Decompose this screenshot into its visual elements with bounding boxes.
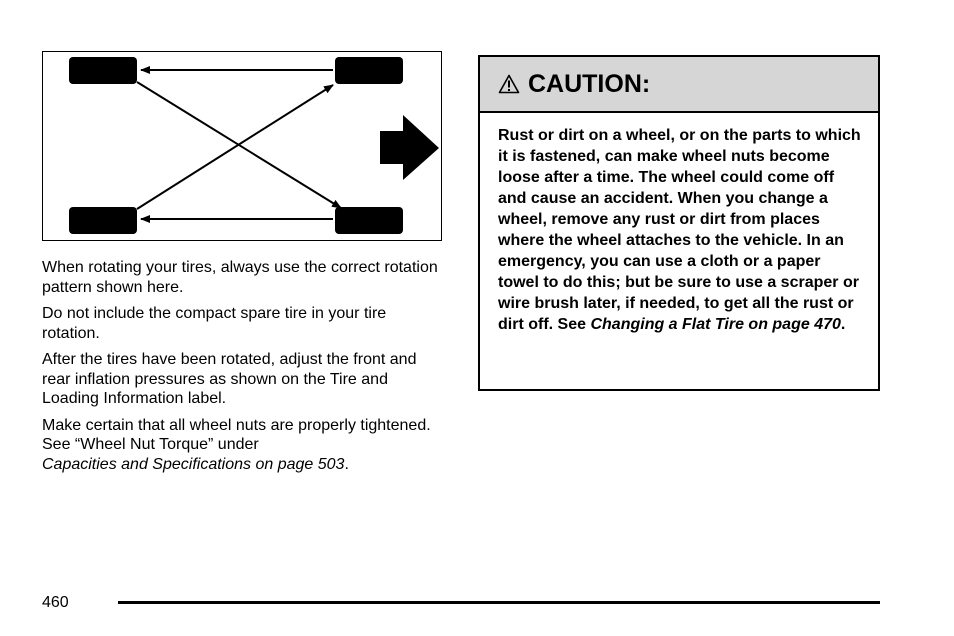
paragraph-rotation-pattern: When rotating your tires, always use the correct rotation pattern shown here. (42, 259, 438, 296)
caution-box (478, 55, 880, 391)
tire-front-right (335, 57, 403, 84)
caution-header (480, 57, 878, 113)
warning-triangle-icon (498, 74, 520, 94)
arrow-rear-left-to-front-right (137, 85, 333, 209)
tire-rear-left (69, 207, 137, 234)
caution-end: . (840, 316, 846, 333)
rotation-svg (43, 52, 441, 240)
page-number: 460 (42, 594, 69, 611)
left-column (42, 258, 442, 481)
caution-body (480, 113, 878, 335)
forward-direction-arrow (380, 115, 439, 180)
footer-rule (118, 601, 880, 604)
paragraph-wheel-nuts (42, 416, 442, 475)
tire-rear-right (335, 207, 403, 234)
flat-tire-reference-link[interactable]: Changing a Flat Tire on page 470 (590, 316, 841, 333)
wheel-nuts-end: . (344, 455, 349, 473)
capacities-reference-link[interactable]: Capacities and Specifications on page 503 (42, 455, 345, 473)
tire-rotation-diagram (42, 51, 442, 241)
caution-title: CAUTION: (528, 69, 651, 98)
paragraph-compact-spare: Do not include the compact spare tire in your tire rotation. (42, 305, 387, 342)
tire-front-left (69, 57, 137, 84)
wheel-nuts-text: Make certain that all wheel nuts are properly tightened. See “Wheel Nut Torque” under (42, 416, 431, 453)
caution-text: Rust or dirt on a wheel, or on the parts to which it is fastened, can make wheel nuts become loose after a time. The wheel could come off and cause an accident. When you change a wheel, remove any rust or dirt from places where the wheel attaches to the vehicle. In an emergency, you can use a cloth or a paper towel to do this; but be sure to use a scraper or wire brush later, if needed, to get all the rust or dirt off. See (498, 127, 861, 333)
paragraph-inflation: After the tires have been rotated, adjust the front and rear inflation pressures as shown on the Tire and Loading Information label. (42, 351, 417, 407)
